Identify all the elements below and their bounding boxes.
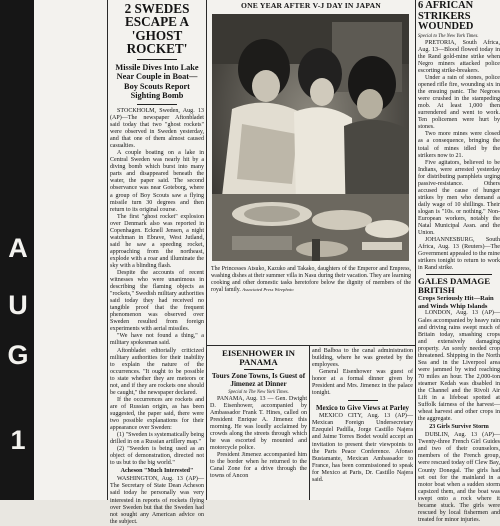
section-subhead: Acheson "Much Interested"	[120, 468, 194, 475]
article-headline: 6 AFRICAN STRIKERS WOUNDED	[418, 0, 474, 33]
paragraph: "We have not found a thing," a military spokesman said.	[110, 333, 204, 347]
section-rule	[426, 274, 492, 275]
paragraph: STOCKHOLM, Sweden, Aug. 13 (AP)—The newspaper Aftonbladet said today that two "ghost rockets" were observed in Sweden yesterday, and that one of them almost caused casualties.	[110, 107, 204, 150]
paragraph: DUBLIN, Aug. 13 (AP)—Twenty-three French Girl Guides and two of their counselors, members of the French group, were rescued today off Clew Bay, County Donegal. The girls had set out for the mainland in a motor boat when a sudden storm capsized them, and the boat was swept onto a rock where it became stuck. The girls were rescued by local fishermen and treated for minor injuries.	[418, 432, 500, 523]
photo-strip-title: ONE YEAR AFTER V-J DAY IN JAPAN	[241, 1, 381, 10]
paragraph: PANAMA, Aug. 13 — Gen. Dwight D. Eisenhower, accompanied by Ambassador Frank T. Hines, called on President Enrique A. Jimenez this morning. He was loudly acclaimed by crowds along the streets through which he was escorted by mounted and motorcycle police.	[210, 395, 307, 451]
column-rule	[206, 0, 207, 500]
column-rule	[309, 346, 310, 500]
canal-mexico-article	[312, 348, 413, 500]
paragraph: The first "ghost rocket" explosion over Denmark also was reported in Copenhagen. Ecknell Jensen, a night watchman in Ebrave, West Jutland, said he saw a speeding rocket, approaching from the northeast, explode with a roar and illuminate the sky with a blinding flash.	[110, 213, 204, 269]
article-body	[110, 108, 204, 526]
date-edge-band	[0, 0, 34, 500]
article-body	[312, 348, 413, 484]
subhead-rule	[137, 104, 177, 105]
edge-letter: G	[7, 340, 29, 370]
paragraph: (2) "Sweden is being used as an object of demonstration, directed not to us but to the big world."	[110, 446, 204, 467]
edge-letter: 1	[10, 425, 26, 455]
paragraph: If the occurrences are rockets and are of Russian origin, as has been suggested, the paper said, there were two possible explanations for their appearance over Sweden:	[110, 396, 204, 432]
byline: Special to The New York Times.	[228, 389, 289, 395]
paragraph: PRETORIA, South Africa, Aug. 13—Blood flowed today in the Rand gold-mine strike when Negro miners attacked police escorting strike-breakers.	[418, 39, 500, 75]
paragraph: Aftonbladet editorially criticized military authorities for their inability to explain the nature of the occurrences. "It ought to be possible to state whether they are meteors or not, and if they are rockets one should be caught," the newspaper declared.	[110, 347, 204, 396]
paragraph: General Eisenhower was guest of honor at a formal dinner given by President and Mrs. Jimenez in the palace tonight.	[312, 369, 413, 397]
photo-caption	[211, 266, 411, 294]
article-body	[418, 310, 500, 523]
paragraph: JOHANNESBURG, South Africa, Aug. 13 (Reuters)—The Government appealed to the mine strikers tonight to return to work in Rand strike.	[418, 237, 500, 272]
article-headline: GALES DAMAGE BRITISH	[418, 276, 491, 296]
section-subhead: 23 Girls Survive Storm	[429, 424, 489, 431]
article-body	[210, 396, 307, 481]
paragraph: Two more mines were closed as a consequence, bringing the total of mines idled by the strikers now to 21.	[418, 131, 500, 159]
princesses-photo	[212, 14, 409, 261]
article-subhead: Crops Seriously Hit—Rain and Winds Whip Islands	[418, 295, 494, 310]
article-headline: 2 SWEDES ESCAPE A 'GHOST ROCKET'	[124, 1, 190, 57]
article-subhead: Missile Dives Into Lake Near Couple in Boat—Boy Scouts Report Sighting Bomb	[115, 62, 199, 101]
column-rule	[415, 0, 416, 500]
paragraph: A couple boating on a lake in Central Sweden was nearly hit by a diving bomb which burst into many parts and disappeared beneath the water, the paper said. The second observance was near Goteborg, where a group of Boy Scouts saw a flying missile turn 30 degrees and then return to its original course.	[110, 150, 204, 213]
paragraph: President Jimenez accompanied him to the border when he returned to the Canal Zone for a drive through the towns of Ancon	[210, 451, 307, 480]
edge-letter: A	[8, 233, 28, 263]
section-rule	[348, 400, 378, 401]
paragraph: WASHINGTON, Aug. 13 (AP)—The Secretary of State Dean Acheson said today he personally was very interested in reports of rockets flying over Sweden but that the Sweden had not sought any American advice on the subject.	[110, 476, 204, 525]
photo-credit: Associated Press Wirephoto	[242, 286, 294, 292]
paragraph: LONDON, Aug. 13 (AP)—Gales accompanied by heavy rain and driving rains swept much of Britain today, smashing crops and extensively damaging property. An sorely needed crop threatened. Shipping in the North Sea and in the Liverpool area were jammed by wind reaching 70 miles an hour. The 2,000-ton steamer Kedah was disabled in the Channel and the Rivoli Air Lift in a lifeboat spotted at Suffolk fairness of the harvest—wheat harvest and other crops in the aggregate.	[418, 310, 500, 423]
article-headline: EISENHOWER IN PANAMA	[221, 348, 296, 367]
paragraph: and Balboa to the canal administration building, where he was greeted by the employees.	[312, 348, 413, 369]
headline-rule	[137, 59, 177, 60]
paragraph: (1) "Sweden is systematically being drilled in on a Russian artillery map."	[110, 432, 204, 446]
section-subhead: Mexico to Give Views at Parley	[315, 404, 410, 413]
ghost-rocket-article	[110, 0, 204, 525]
caption-text: The Princesses Atsuko, Kazuko and Takako, daughters of the Emperor and Empress, washing dishes at their summer villa in Nasu during their vacation. They are learning cooking and other domestic tasks heretofore below the dignity of members of the royal family.	[211, 266, 411, 293]
section-rule	[207, 345, 415, 346]
eisenhower-article	[210, 348, 307, 500]
photo-image	[212, 14, 409, 261]
right-column	[418, 0, 500, 523]
headline-rule	[244, 369, 274, 370]
paragraph: MEXICO CITY, Aug. 13 (AP)—Mexican Foreign Undersecretary Ezequiel Padilla, Jorge Castillo Najera and Jaime Torres Bodet would accept an invitation to present their viewpoints to the Paris Peace Conference. Afonso Bustamante, Mexican Ambassador to France, has been commissioned to speak for Mexico at Paris, Dr. Castillo Najera said.	[312, 413, 413, 483]
edge-letter: U	[8, 290, 28, 320]
paragraph: Under a rain of stones, police opened rifle fire, wounding six in the ensuing panic. The Negroes were crushed in the stampeding mob. At least 1,000 then surrendered and went to work. Ten policemen were hurt by stones.	[418, 75, 500, 131]
byline: Special to The New York Times.	[418, 33, 479, 39]
article-subhead: Tours Zone Towns, Is Guest of Jimenez at Dinner	[211, 371, 306, 389]
paragraph: Five agitators, believed to be Indians, were arrested yesterday for distributing pamphlets urging passive-resistance. Others accused the cause of hunger strikes by men who demand a daily wage of 10 shillings. Their slogan is "10s. or nothing." Non-European workers, notably the Natal Municipal Assn. and the Union.	[418, 159, 500, 237]
column-rule	[107, 0, 108, 500]
paragraph: Despite the accounts of recent witnesses who were unanimous in describing the flaming objects as "rockets," Swedish military authorities said today they had received no tangible proof that the frequent phenomenon was observed over Sweden resulted from foreign experiments with aerial missiles.	[110, 270, 204, 333]
article-body	[418, 40, 500, 273]
